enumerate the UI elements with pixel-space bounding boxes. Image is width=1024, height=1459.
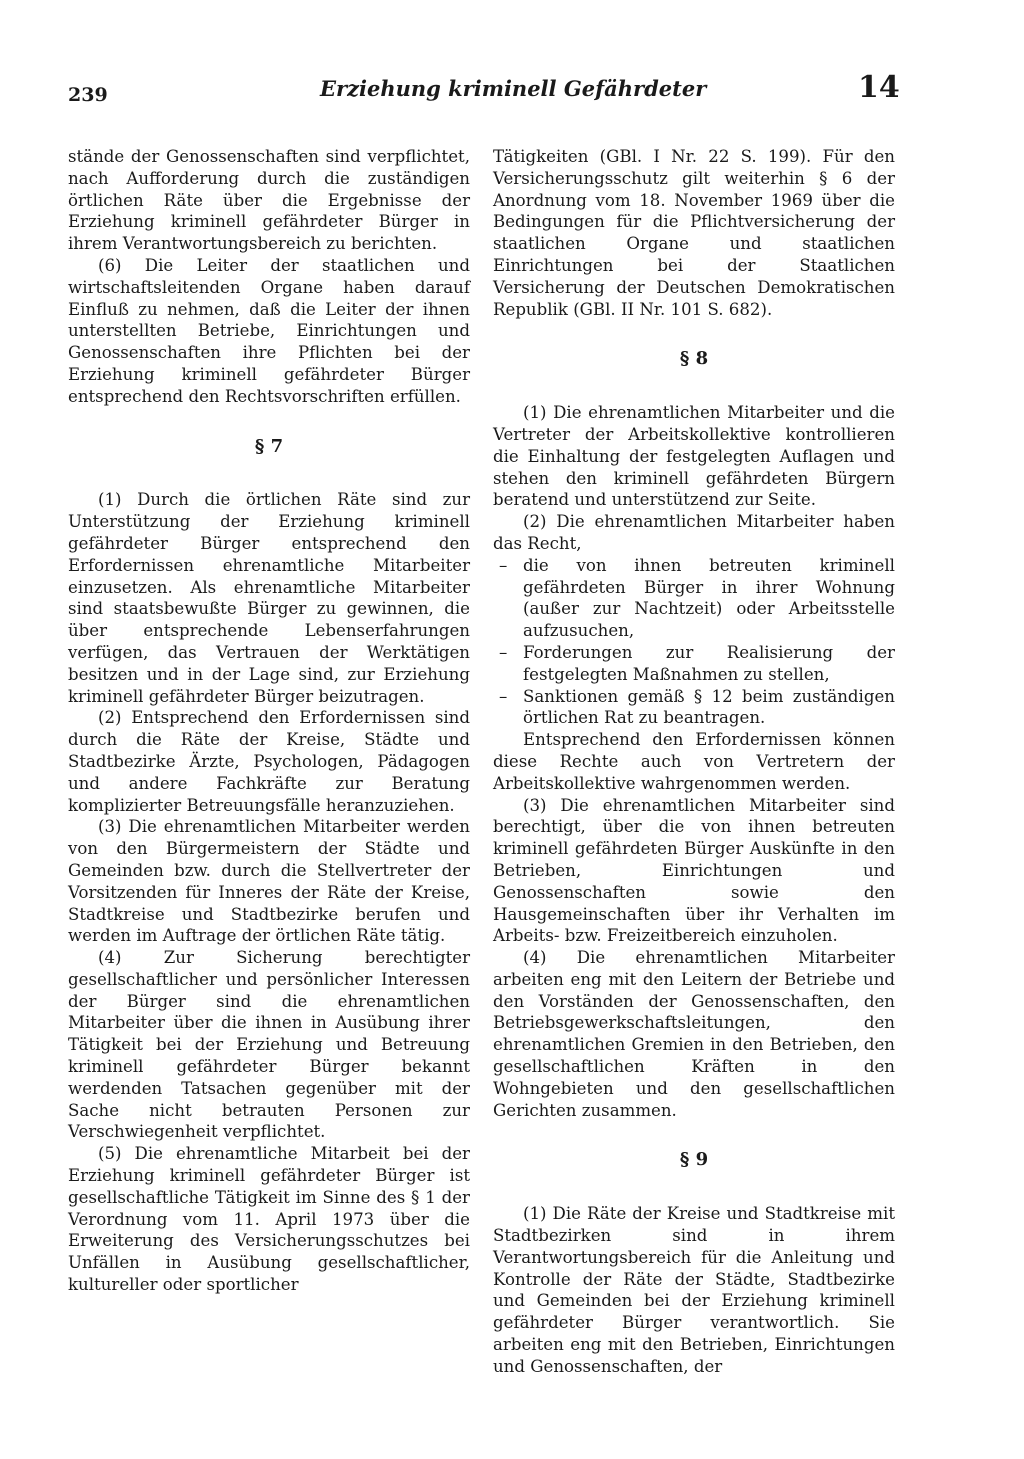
paragraph-8-2b: Entsprechend den Erfordernissen können diese Rechte auch von Vertretern der Arbeitskollektive wahrgenommen werden. xyxy=(493,730,895,793)
list-dash: – xyxy=(499,642,508,662)
paragraph-7-4: (4) Zur Sicherung berechtigter gesellschaftlicher und persönlicher Interessen der Bürger sind die ehrenamtlichen Mitarbeiter über die ihnen in Ausübung ihrer Tätigkeit bei der Erziehung und Betreuung kriminell gefährdeter Bürger bekannt werdenden Tatsachen gegenüber mit der Sache nicht betrauten Personen zur Verschwiegenheit verpflichtet. xyxy=(68,948,470,1142)
right-column xyxy=(493,146,895,1378)
list-item-text: die von ihnen betreuten kriminell gefährdeten Bürger in ihrer Wohnung (außer zur Nachtzeit) oder Arbeitsstelle aufzusuchen, xyxy=(523,555,895,641)
running-title: Erziehung kriminell Gefährdeter xyxy=(320,76,707,101)
paragraph-8-1: (1) Die ehrenamtlichen Mitarbeiter und die Vertreter der Arbeitskollektive kontrollieren die Einhaltung der festgelegten Auflagen und stehen den kriminell gefährdeten Bürgern beratend und unterstützend zur Seite. xyxy=(493,403,895,510)
rights-list xyxy=(493,555,895,729)
list-item xyxy=(493,686,895,730)
paragraph-8-2: (2) Die ehrenamtlichen Mitarbeiter haben das Recht, xyxy=(493,512,895,553)
paragraph-7-5: (5) Die ehrenamtliche Mitarbeit bei der Erziehung kriminell gefährdeter Bürger ist gesellschaftliche Tätigkeit im Sinne des § 1 der Verordnung vom 11. April 1973 über die Erweiterung des Versicherungsschutzes bei Unfällen in Ausübung gesellschaftlicher, kultureller oder sportlicher xyxy=(68,1144,470,1295)
paragraph-8-4: (4) Die ehrenamtlichen Mitarbeiter arbeiten eng mit den Leitern der Betriebe und den Vorständen der Genossenschaften, den Betriebsgewerkschaftsleitungen, den ehrenamtlichen Gremien in den Betrieben, den gesellschaftlichen Kräften in den Wohngebieten und den gesellschaftlichen Gerichten zusammen. xyxy=(493,948,895,1120)
section-heading-7: § 7 xyxy=(254,435,284,457)
paragraph-continuation-right: Tätigkeiten (GBl. I Nr. 22 S. 199). Für den Versicherungsschutz gilt weiterhin § 6 der Anordnung vom 18. November 1969 über die Bedingungen für die Pflichtversicherung der staatlichen Organe und staatlichen Einrichtungen bei der Staatlichen Versicherung der Deutschen Demokratischen Republik (GBl. II Nr. 101 S. 682). xyxy=(493,147,895,319)
section-heading-9: § 9 xyxy=(679,1149,709,1171)
page-header xyxy=(0,0,1024,110)
left-column xyxy=(68,146,470,1296)
section-heading-8: § 8 xyxy=(679,348,709,370)
paragraph-7-3: (3) Die ehrenamtlichen Mitarbeiter werden von den Bürgermeistern der Städte und Gemeinden bzw. durch die Stellvertreter der Vorsitzenden für Inneres der Räte der Kreise, Stadtkreise und Stadtbezirke berufen und werden im Auftrage der örtlichen Räte tätig. xyxy=(68,817,470,946)
list-dash: – xyxy=(499,686,508,706)
chapter-number: 14 xyxy=(858,70,900,105)
list-item xyxy=(493,642,895,686)
page-number: 239 xyxy=(68,84,108,106)
paragraph-9-1: (1) Die Räte der Kreise und Stadtkreise mit Stadtbezirken sind in ihrem Verantwortungsbereich für die Anleitung und Kontrolle der Räte der Städte, Stadtbezirke und Gemeinden bei der Erziehung kriminell gefährdeter Bürger verantwortlich. Sie arbeiten eng mit den Betrieben, Einrichtungen und Genossenschaften, der xyxy=(493,1204,895,1376)
list-item-text: Forderungen zur Realisierung der festgelegten Maßnahmen zu stellen, xyxy=(523,642,895,684)
list-item xyxy=(493,555,895,642)
paragraph-8-3: (3) Die ehrenamtlichen Mitarbeiter sind berechtigt, über die von ihnen betreuten kriminell gefährdeten Bürger Auskünfte in den Betrieben, Einrichtungen und Genossenschaften sowie den Hausgemeinschaften über ihr Verhalten im Arbeits- bzw. Freizeitbereich einzuholen. xyxy=(493,795,895,946)
paragraph-7-2: (2) Entsprechend den Erfordernissen sind durch die Räte der Kreise, Städte und Stadtbezirke Ärzte, Psychologen, Pädagogen und andere Fachkräfte zur Beratung komplizierter Betreuungsfälle heranzuziehen. xyxy=(68,708,470,815)
paragraph-7-1: (1) Durch die örtlichen Räte sind zur Unterstützung der Erziehung kriminell gefährdeter Bürger entsprechend den Erfordernissen ehrenamtliche Mitarbeiter einzusetzen. Als ehrenamtliche Mitarbeiter sind staatsbewußte Bürger zu gewinnen, die über entsprechende Lebenserfahrungen verfügen, das Vertrauen der Werktätigen besitzen und in der Lage sind, zur Erziehung kriminell gefährdeter Bürger beizutragen. xyxy=(68,490,470,706)
paragraph-continuation: stände der Genossenschaften sind verpflichtet, nach Aufforderung durch die zuständigen örtlichen Räte über die Ergebnisse der Erziehung kriminell gefährdeter Bürger in ihrem Verantwortungsbereich zu berichten. xyxy=(68,147,470,254)
paragraph-6-1: (6) Die Leiter der staatlichen und wirtschaftsleitenden Organe haben darauf Einfluß zu nehmen, daß die Leiter der ihnen unterstellten Betriebe, Einrichtungen und Genossenschaften ihre Pflichten bei der Erziehung kriminell gefährdeter Bürger entsprechend den Rechtsvorschriften erfüllen. xyxy=(68,255,470,406)
list-dash: – xyxy=(499,555,508,575)
list-item-text: Sanktionen gemäß § 12 beim zuständigen örtlichen Rat zu beantragen. xyxy=(523,686,895,728)
